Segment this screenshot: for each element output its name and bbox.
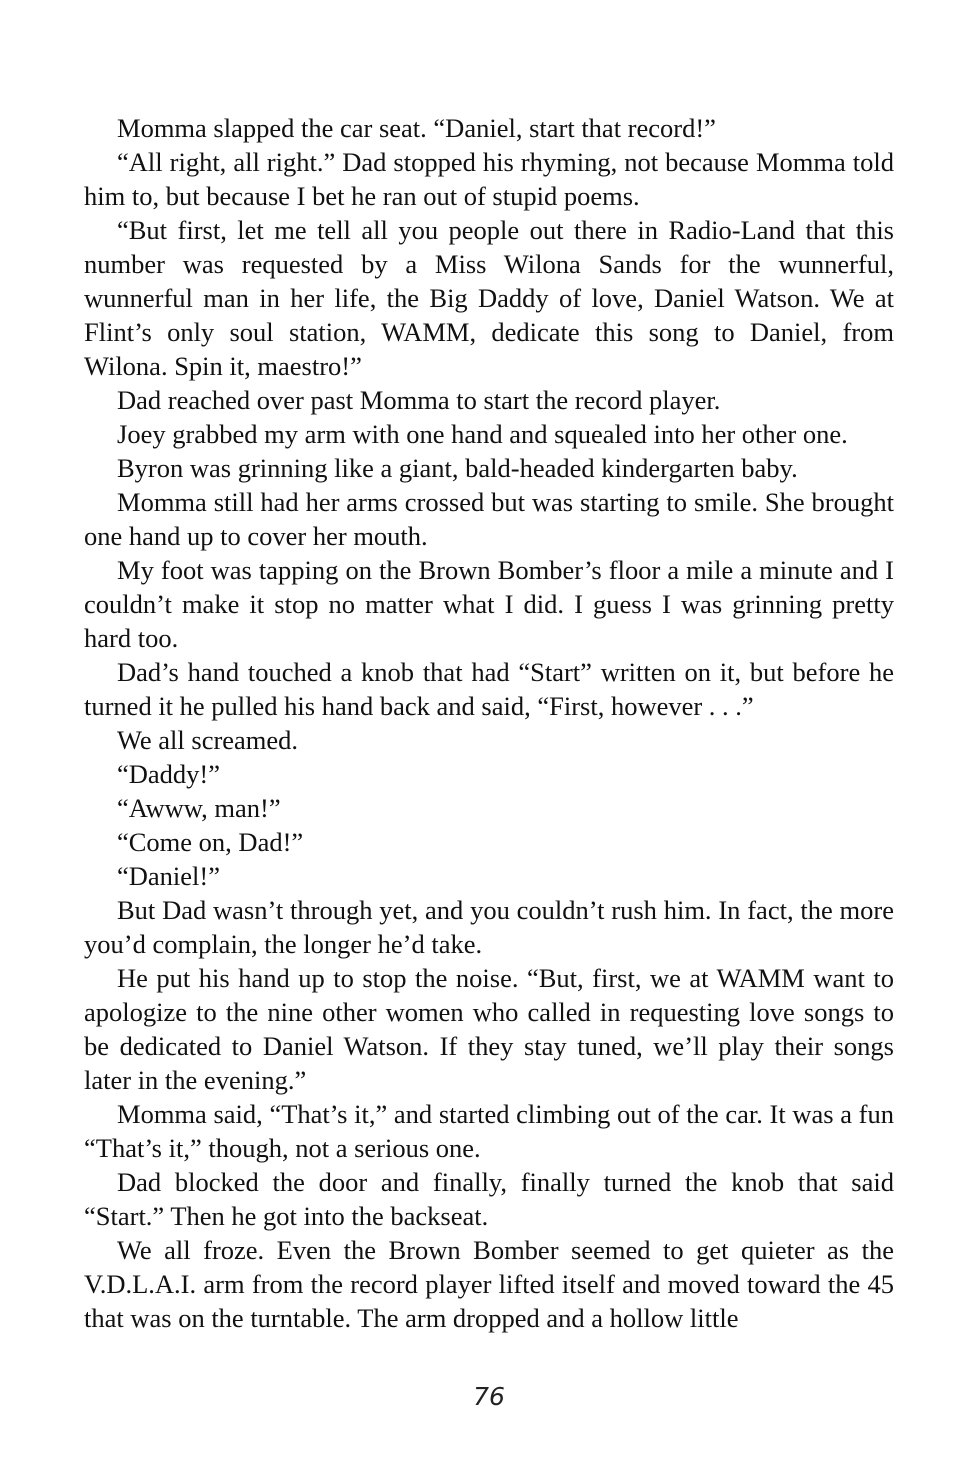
paragraph: He put his hand up to stop the noise. “But, first, we at WAMM want to apologize to the nine other women who called in requesting love songs to be dedicated to Daniel Watson. If they stay tuned, we’ll play their songs later in the evening.” [84,963,894,1095]
paragraph: “Awww, man!” [117,793,281,823]
paragraph: But Dad wasn’t through yet, and you couldn’t rush him. In fact, the more you’d complain, the longer he’d take. [84,895,894,959]
paragraph: Momma still had her arms crossed but was starting to smile. She brought one hand up to cover her mouth. [84,487,894,551]
paragraph: Byron was grinning like a giant, bald-headed kindergarten baby. [117,453,798,483]
paragraph: “But first, let me tell all you people out there in Radio-Land that this number was requested by a Miss Wilona Sands for the wunnerful, wunnerful man in her life, the Big Daddy of love, Daniel Watson. We at Flint’s only soul station, WAMM, dedicate this song to Daniel, from Wilona. Spin it, maestro!” [84,215,894,381]
paragraph: We all froze. Even the Brown Bomber seemed to get quieter as the V.D.L.A.I. arm from the record player lifted itself and moved toward the 45 that was on the turntable. The arm dropped and a hollow little [84,1235,894,1333]
paragraph: Dad reached over past Momma to start the record player. [117,385,721,415]
paragraph: Dad blocked the door and finally, finally turned the knob that said “Start.” Then he got into the backseat. [84,1167,894,1231]
paragraph: We all screamed. [117,725,299,755]
paragraph: My foot was tapping on the Brown Bomber’s floor a mile a minute and I couldn’t make it stop no matter what I did. I guess I was grinning pretty hard too. [84,555,894,653]
paragraph: “All right, all right.” Dad stopped his rhyming, not because Momma told him to, but because I bet he ran out of stupid poems. [84,147,894,211]
paragraph: “Come on, Dad!” [117,827,304,857]
paragraph: Joey grabbed my arm with one hand and squealed into her other one. [117,419,848,449]
page-body [84,111,894,1335]
paragraph: Momma slapped the car seat. “Daniel, start that record!” [117,113,716,143]
page-number: 76 [473,1382,505,1411]
paragraph: Dad’s hand touched a knob that had “Start” written on it, but before he turned it he pulled his hand back and said, “First, however . . .” [84,657,894,721]
paragraph: “Daddy!” [117,759,220,789]
paragraph: “Daniel!” [117,861,220,891]
paragraph: Momma said, “That’s it,” and started climbing out of the car. It was a fun “That’s it,” though, not a serious one. [84,1099,894,1163]
